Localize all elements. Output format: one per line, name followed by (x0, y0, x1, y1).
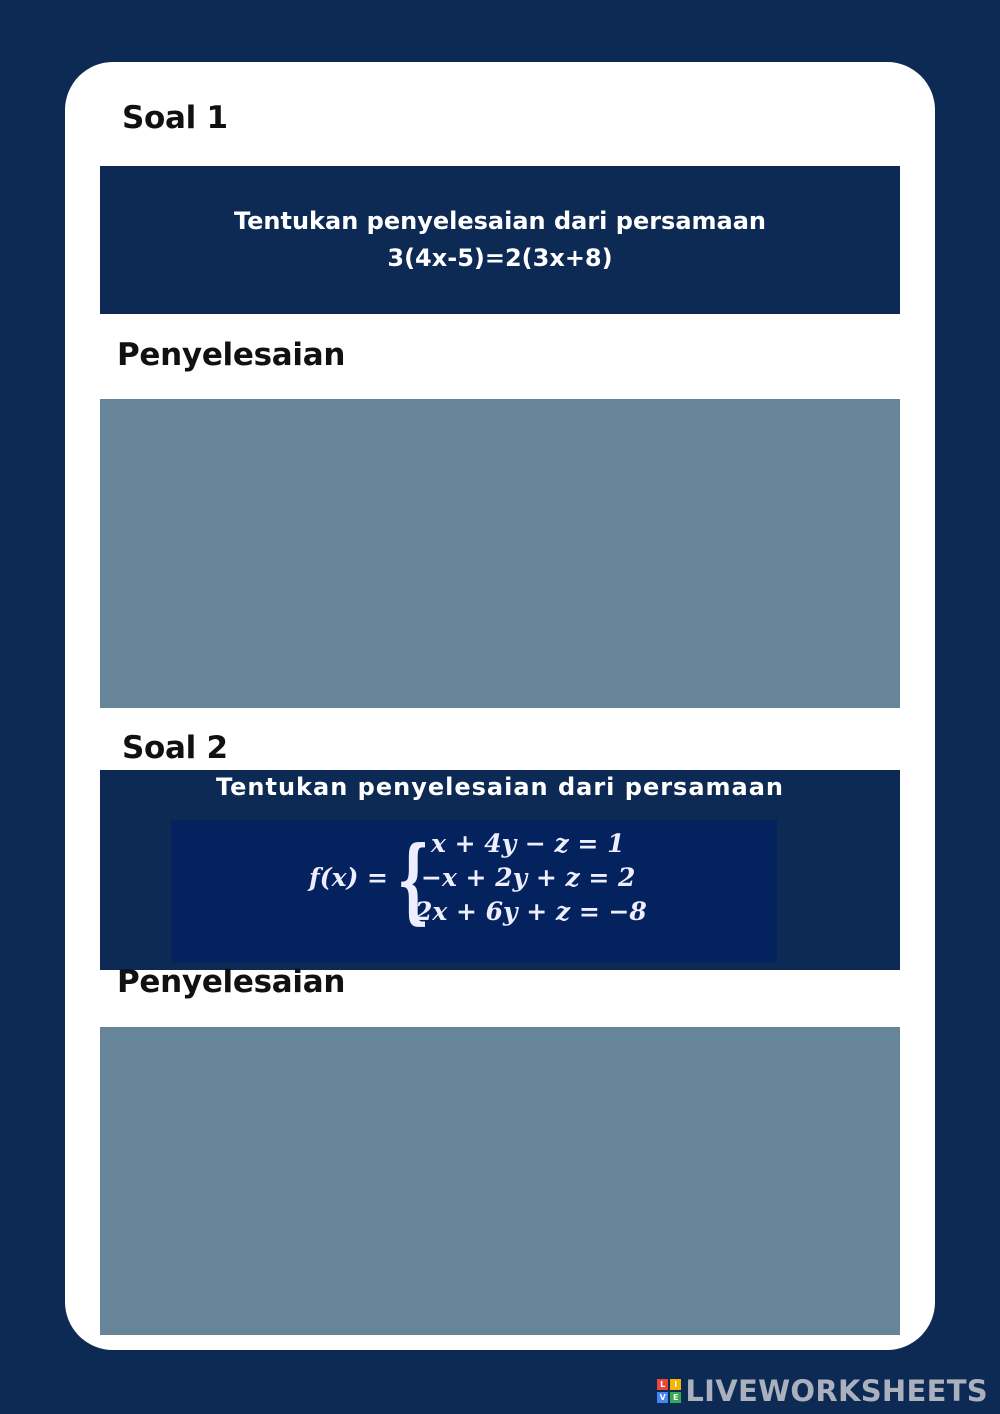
equation-line-2: −x + 2y + z = 2 (421, 863, 636, 892)
soal-1-question-box (100, 166, 900, 314)
worksheet-card (65, 62, 935, 1350)
soal-1-question-text: Tentukan penyelesaian dari persamaan (233, 207, 767, 235)
liveworksheets-watermark (657, 1374, 988, 1408)
soal-1-title: Soal 1 (122, 100, 228, 136)
equation-line-3: 2x + 6y + z = −8 (415, 897, 647, 926)
watermark-text: LIVEWORKSHEETS (685, 1374, 988, 1408)
soal-1-answer-label: Penyelesaian (117, 337, 346, 373)
equation-line-1: x + 4y − z = 1 (431, 829, 625, 858)
soal-1-answer-field[interactable] (100, 399, 900, 708)
soal-1-equation: 3(4x-5)=2(3x+8) (387, 244, 613, 272)
soal-2-answer-field[interactable] (100, 1027, 900, 1335)
soal-2-equation-panel (171, 820, 777, 963)
soal-2-question-box (100, 770, 900, 970)
soal-2-title: Soal 2 (122, 730, 228, 766)
function-label: f(x) = (309, 863, 388, 892)
liveworksheets-logo-icon: L I V E (657, 1379, 681, 1403)
soal-2-question-text: Tentukan penyelesaian dari persamaan (215, 773, 785, 801)
soal-2-answer-label: Penyelesaian (117, 964, 346, 1000)
left-brace-icon: { (397, 826, 430, 934)
